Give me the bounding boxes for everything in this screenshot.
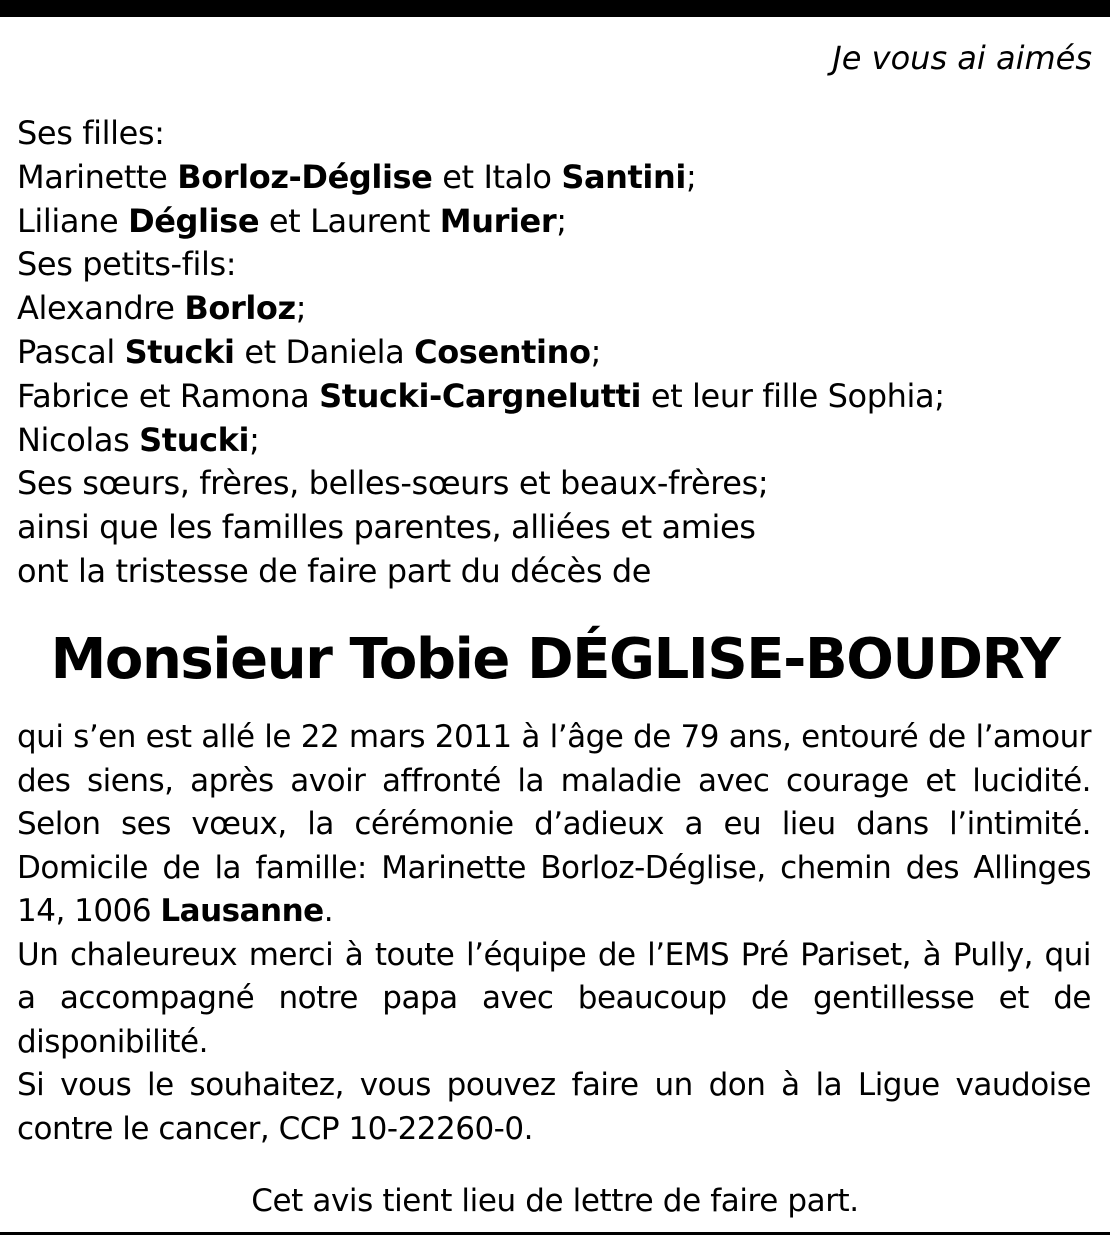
notice-paragraph: qui s’en est allé le 22 mars 2011 à l’âge de 79 ans, entouré de l’amour des siens, après avoir affronté la maladie avec courage et lucidité. Selon ses vœux, la cérémonie d’adieux a eu lieu dans l’intimité. Domicile de la famille: Marinette Borloz-Déglise, chemin des Allinges 14, 1006 Lausanne. (17, 719, 1091, 929)
family-line-daughter-1: Marinette Borloz-Déglise et Italo Santini; (17, 157, 697, 196)
grandsons-heading: Ses petits-fils: (17, 245, 237, 284)
surname: Stucki (124, 332, 235, 371)
family-line-grandson-3: Fabrice et Ramona Stucki-Cargnelutti et leur fille Sophia; (17, 376, 945, 415)
family-line-relatives: ainsi que les familles parentes, alliées et amies (17, 508, 756, 547)
city-name: Lausanne (160, 893, 324, 929)
surname: Borloz (184, 289, 296, 328)
donation-paragraph: Si vous le souhaitez, vous pouvez faire un don à la Ligue vaudoise contre le cancer, CCP 10-22260-0. (17, 1067, 1091, 1147)
family-list (17, 112, 1097, 594)
family-line-siblings: Ses sœurs, frères, belles-sœurs et beaux-frères; (17, 464, 769, 503)
surname: Stucki-Cargnelutti (319, 376, 642, 415)
surname: Stucki (139, 420, 250, 459)
daughters-heading: Ses filles: (17, 114, 165, 152)
bottom-border-rule (0, 1232, 1110, 1235)
family-line-grandson-2: Pascal Stucki et Daniela Cosentino; (17, 332, 601, 371)
deceased-name: Monsieur Tobie DÉGLISE-BOUDRY (50, 627, 1060, 692)
surname: Borloz-Déglise (177, 157, 433, 196)
thanks-paragraph: Un chaleureux merci à toute l’équipe de l’EMS Pré Pariset, à Pully, qui a accompagné notre papa avec beaucoup de gentillesse et de disponibilité. (17, 936, 1091, 1060)
family-line-grandson-1: Alexandre Borloz; (17, 289, 307, 328)
surname: Santini (561, 157, 686, 196)
surname: Murier (439, 201, 557, 240)
family-line-grandson-4: Nicolas Stucki; (17, 420, 260, 459)
footer-note: Cet avis tient lieu de lettre de faire part. (251, 1183, 859, 1219)
family-line-daughter-2: Liliane Déglise et Laurent Murier; (17, 201, 567, 240)
surname: Cosentino (414, 332, 591, 371)
notice-body (17, 716, 1091, 1151)
announcement-line: ont la tristesse de faire part du décès de (17, 551, 652, 590)
surname: Déglise (128, 201, 260, 240)
top-border-rule (0, 0, 1110, 17)
epigraph: Je vous ai aimés (832, 39, 1092, 77)
